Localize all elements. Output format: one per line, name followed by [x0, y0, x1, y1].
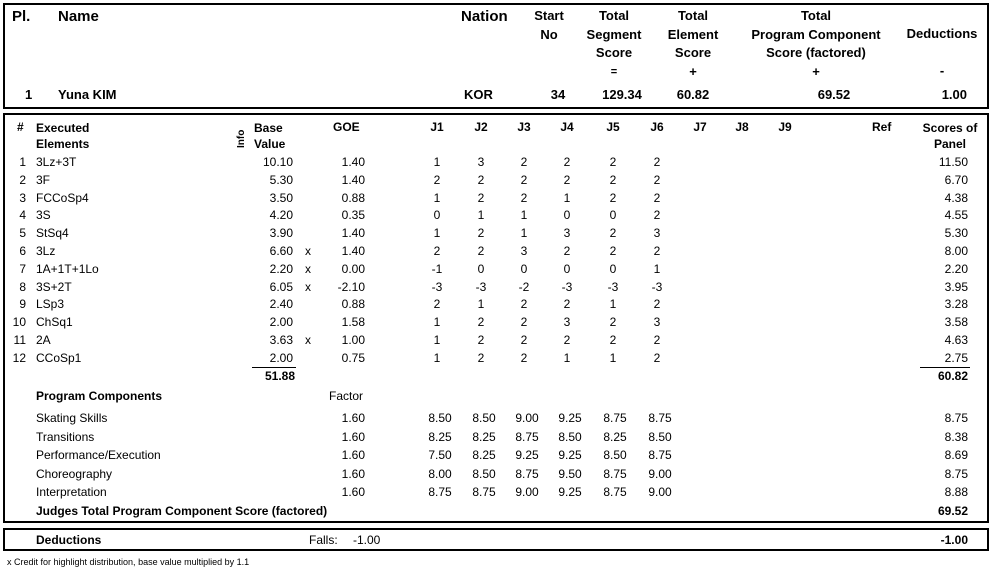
judge-header: J1	[430, 120, 444, 134]
elements-total-score: 60.82	[937, 369, 968, 383]
element-code: CCoSp1	[36, 351, 82, 365]
judge-score: 2	[563, 297, 571, 311]
judge-score: -3	[607, 280, 619, 294]
element-goe: 1.40	[341, 244, 365, 258]
element-number: 9	[19, 297, 26, 311]
judge-score: 1	[433, 191, 441, 205]
element-number: 10	[12, 315, 26, 329]
judge-header: J9	[778, 120, 792, 134]
component-panel-score: 8.69	[944, 448, 968, 462]
judge-score: 2	[520, 173, 528, 187]
judge-score: 2	[609, 226, 617, 240]
deductions-label: Deductions	[36, 533, 102, 547]
judge-mark: 8.50	[472, 467, 496, 481]
component-panel-score: 8.88	[944, 485, 968, 499]
judge-score: 2	[653, 351, 661, 365]
judge-score: 2	[609, 155, 617, 169]
judge-score: 2	[477, 173, 485, 187]
element-panel-score: 8.00	[944, 244, 968, 258]
falls-value: -1.00	[353, 533, 381, 547]
judge-score: 3	[653, 226, 661, 240]
judge-score: 1	[433, 315, 441, 329]
element-goe: 0.88	[341, 297, 365, 311]
element-goe: 0.88	[341, 191, 365, 205]
element-base-value: 2.00	[269, 315, 293, 329]
component-factor: 1.60	[341, 448, 365, 462]
element-code: 3Lz+3T	[36, 155, 77, 169]
element-info-flag: x	[305, 333, 311, 347]
judge-score: 2	[433, 244, 441, 258]
elements-total-base-value: 51.88	[264, 369, 295, 383]
judge-score: 2	[653, 208, 661, 222]
el-header-executed: Executed Elements	[36, 121, 90, 151]
component-factor: 1.60	[341, 430, 365, 444]
element-base-value: 5.30	[269, 173, 293, 187]
element-number: 8	[19, 280, 26, 294]
col-header-total-segment-score: Total Segment Score =	[586, 8, 642, 78]
col-header-pcs: Total Program Component Score (factored) +	[751, 8, 881, 79]
deductions-box	[3, 528, 989, 551]
judge-header: J3	[517, 120, 531, 134]
judge-mark: 8.25	[472, 448, 496, 462]
skater-name: Yuna KIM	[58, 87, 117, 102]
judge-mark: 9.00	[515, 411, 539, 425]
judge-header: J8	[735, 120, 749, 134]
judge-score: 2	[520, 297, 528, 311]
judge-mark: 8.75	[472, 485, 496, 499]
element-panel-score: 3.28	[944, 297, 968, 311]
judge-score: 2	[520, 351, 528, 365]
element-panel-score: 2.75	[944, 351, 968, 365]
judge-mark: 9.25	[515, 448, 539, 462]
element-info-flag: x	[305, 262, 311, 276]
judge-score: 2	[653, 173, 661, 187]
judge-score: -3	[431, 280, 443, 294]
judge-score: 0	[563, 208, 571, 222]
judge-header: J6	[650, 120, 664, 134]
judge-score: 1	[653, 262, 661, 276]
judge-score: 2	[609, 244, 617, 258]
judge-score: 1	[563, 351, 571, 365]
judge-mark: 7.50	[428, 448, 452, 462]
judge-score: 2	[520, 333, 528, 347]
element-goe: 0.35	[341, 208, 365, 222]
skater-total-element-score: 60.82	[676, 87, 710, 102]
judge-header: J7	[693, 120, 707, 134]
components-factor-header: Factor	[329, 389, 364, 403]
judge-mark: 8.25	[603, 430, 627, 444]
element-base-value: 3.50	[269, 191, 293, 205]
element-panel-score: 4.38	[944, 191, 968, 205]
element-number: 4	[19, 208, 26, 222]
component-panel-score: 8.38	[944, 430, 968, 444]
judge-header: J2	[474, 120, 488, 134]
divider	[920, 367, 970, 368]
judge-mark: 9.00	[648, 467, 672, 481]
element-base-value: 6.05	[269, 280, 293, 294]
skater-pcs: 69.52	[817, 87, 851, 102]
element-base-value: 4.20	[269, 208, 293, 222]
components-total-label: Judges Total Program Component Score (factored)	[36, 504, 328, 518]
element-goe: 0.00	[341, 262, 365, 276]
element-base-value: 6.60	[269, 244, 293, 258]
judge-score: 2	[477, 333, 485, 347]
element-number: 1	[19, 155, 26, 169]
judge-score: 2	[609, 191, 617, 205]
element-code: 1A+1T+1Lo	[36, 262, 99, 276]
judge-mark: 9.25	[558, 485, 582, 499]
element-code: 3S+2T	[36, 280, 72, 294]
judge-score: -2	[518, 280, 530, 294]
judge-mark: 9.00	[648, 485, 672, 499]
element-number: 2	[19, 173, 26, 187]
element-goe: -2.10	[337, 280, 365, 294]
judge-score: 2	[477, 244, 485, 258]
judge-score: 0	[609, 208, 617, 222]
element-base-value: 2.20	[269, 262, 293, 276]
component-name: Interpretation	[36, 485, 107, 499]
judge-mark: 9.25	[558, 448, 582, 462]
component-factor: 1.60	[341, 485, 365, 499]
judge-score: 1	[433, 155, 441, 169]
judge-score: 1	[520, 226, 528, 240]
judge-mark: 8.50	[648, 430, 672, 444]
judge-score: 2	[563, 333, 571, 347]
judge-score: 1	[520, 208, 528, 222]
judge-score: 2	[563, 155, 571, 169]
judge-mark: 8.75	[648, 411, 672, 425]
element-base-value: 3.63	[269, 333, 293, 347]
judge-score: 2	[609, 333, 617, 347]
col-header-deductions-sign: -	[939, 63, 945, 78]
component-panel-score: 8.75	[944, 411, 968, 425]
judge-score: 1	[433, 333, 441, 347]
judge-mark: 8.50	[558, 430, 582, 444]
element-panel-score: 5.30	[944, 226, 968, 240]
judge-score: 2	[520, 315, 528, 329]
element-base-value: 10.10	[262, 155, 293, 169]
element-number: 12	[12, 351, 26, 365]
judge-header: J4	[560, 120, 574, 134]
judge-score: 1	[563, 191, 571, 205]
judge-mark: 8.75	[428, 485, 452, 499]
col-header-name: Name	[58, 8, 99, 25]
element-base-value: 2.40	[269, 297, 293, 311]
components-total-score: 69.52	[937, 504, 968, 518]
element-code: ChSq1	[36, 315, 73, 329]
judge-score: 0	[477, 262, 485, 276]
judge-score: 1	[433, 351, 441, 365]
element-code: StSq4	[36, 226, 69, 240]
el-header-ref: Ref	[872, 120, 892, 134]
judge-score: 2	[609, 173, 617, 187]
judge-mark: 8.50	[428, 411, 452, 425]
judge-score: 2	[653, 333, 661, 347]
el-header-panel: Scores of Panel	[922, 121, 978, 151]
judge-score: 1	[433, 226, 441, 240]
component-factor: 1.60	[341, 467, 365, 481]
component-name: Performance/Execution	[36, 448, 161, 462]
element-goe: 1.40	[341, 155, 365, 169]
judge-score: 2	[433, 297, 441, 311]
judge-score: 3	[520, 244, 528, 258]
element-panel-score: 11.50	[938, 155, 968, 169]
col-header-deductions: Deductions	[906, 26, 978, 41]
judge-score: 2	[653, 244, 661, 258]
component-name: Choreography	[36, 467, 113, 481]
judge-score: 3	[653, 315, 661, 329]
component-name: Transitions	[36, 430, 95, 444]
element-goe: 1.00	[341, 333, 365, 347]
element-code: 3Lz	[36, 244, 56, 258]
element-panel-score: 2.20	[944, 262, 968, 276]
judge-score: -3	[475, 280, 487, 294]
judge-mark: 8.75	[648, 448, 672, 462]
judge-score: 1	[477, 297, 485, 311]
el-header-base-value: Base Value	[254, 121, 286, 151]
element-goe: 1.40	[341, 173, 365, 187]
element-panel-score: 3.58	[944, 315, 968, 329]
element-code: 3F	[36, 173, 51, 187]
judge-score: 1	[477, 208, 485, 222]
skater-deductions: 1.00	[941, 87, 967, 102]
element-number: 11	[13, 333, 26, 347]
judge-mark: 8.00	[428, 467, 452, 481]
judge-score: 2	[520, 155, 528, 169]
judge-mark: 8.75	[603, 467, 627, 481]
judge-mark: 8.75	[603, 485, 627, 499]
judge-mark: 8.50	[603, 448, 627, 462]
element-info-flag: x	[305, 244, 311, 258]
components-title: Program Components	[36, 389, 163, 403]
element-number: 6	[19, 244, 26, 258]
element-code: 3S	[36, 208, 51, 222]
judge-score: 3	[563, 315, 571, 329]
judge-score: -1	[431, 262, 443, 276]
judge-score: 0	[563, 262, 571, 276]
col-header-nation: Nation	[461, 8, 508, 25]
element-goe: 1.58	[341, 315, 365, 329]
element-goe: 0.75	[341, 351, 365, 365]
judge-score: 3	[563, 226, 571, 240]
judge-score: 0	[520, 262, 528, 276]
judge-score: 2	[653, 297, 661, 311]
col-header-start-no: Start No	[534, 8, 564, 42]
element-number: 7	[19, 262, 26, 276]
col-header-total-element-score: Total Element Score +	[667, 8, 719, 79]
component-name: Skating Skills	[36, 411, 108, 425]
judge-score: 2	[653, 155, 661, 169]
component-panel-score: 8.75	[944, 467, 968, 481]
judge-mark: 8.50	[472, 411, 496, 425]
element-code: LSp3	[36, 297, 65, 311]
judge-score: 1	[609, 351, 617, 365]
judge-mark: 8.75	[515, 467, 539, 481]
judge-score: 2	[520, 191, 528, 205]
el-header-info: Info	[236, 129, 247, 148]
skater-total-segment-score: 129.34	[602, 87, 642, 102]
falls-label: Falls:	[309, 533, 338, 547]
judge-mark: 8.25	[428, 430, 452, 444]
judge-score: 2	[433, 173, 441, 187]
skater-place: 1	[25, 87, 33, 102]
judge-mark: 8.25	[472, 430, 496, 444]
judge-mark: 8.75	[515, 430, 539, 444]
element-number: 3	[19, 191, 26, 205]
judge-score: 3	[477, 155, 485, 169]
judge-score: -3	[651, 280, 663, 294]
judge-score: 1	[609, 297, 617, 311]
element-base-value: 3.90	[269, 226, 293, 240]
judge-score: 2	[563, 244, 571, 258]
deductions-total: -1.00	[940, 533, 968, 547]
judge-score: 2	[477, 351, 485, 365]
element-code: FCCoSp4	[36, 191, 89, 205]
judge-score: -3	[561, 280, 573, 294]
judge-header: J5	[606, 120, 620, 134]
skater-nation: KOR	[464, 87, 493, 102]
element-panel-score: 3.95	[944, 280, 968, 294]
element-base-value: 2.00	[269, 351, 293, 365]
divider	[252, 367, 296, 368]
element-panel-score: 4.63	[944, 333, 968, 347]
judge-mark: 9.25	[558, 411, 582, 425]
element-info-flag: x	[305, 280, 311, 294]
judge-mark: 9.50	[558, 467, 582, 481]
element-panel-score: 6.70	[944, 173, 968, 187]
judge-score: 2	[653, 191, 661, 205]
element-code: 2A	[36, 333, 51, 347]
judge-score: 0	[609, 262, 617, 276]
footnote: x Credit for highlight distribution, base value multiplied by 1.1	[7, 557, 250, 567]
el-header-goe: GOE	[333, 120, 360, 134]
judge-score: 2	[563, 173, 571, 187]
el-header-num: #	[17, 120, 24, 134]
element-number: 5	[19, 226, 26, 240]
judge-mark: 8.75	[603, 411, 627, 425]
skater-start-no: 34	[550, 87, 566, 102]
element-panel-score: 4.55	[944, 208, 968, 222]
col-header-place: Pl.	[12, 8, 31, 25]
component-factor: 1.60	[341, 411, 365, 425]
judge-score: 2	[477, 226, 485, 240]
judge-score: 2	[477, 191, 485, 205]
element-goe: 1.40	[341, 226, 365, 240]
judge-score: 2	[477, 315, 485, 329]
judge-score: 0	[433, 208, 441, 222]
judge-mark: 9.00	[515, 485, 539, 499]
judge-score: 2	[609, 315, 617, 329]
